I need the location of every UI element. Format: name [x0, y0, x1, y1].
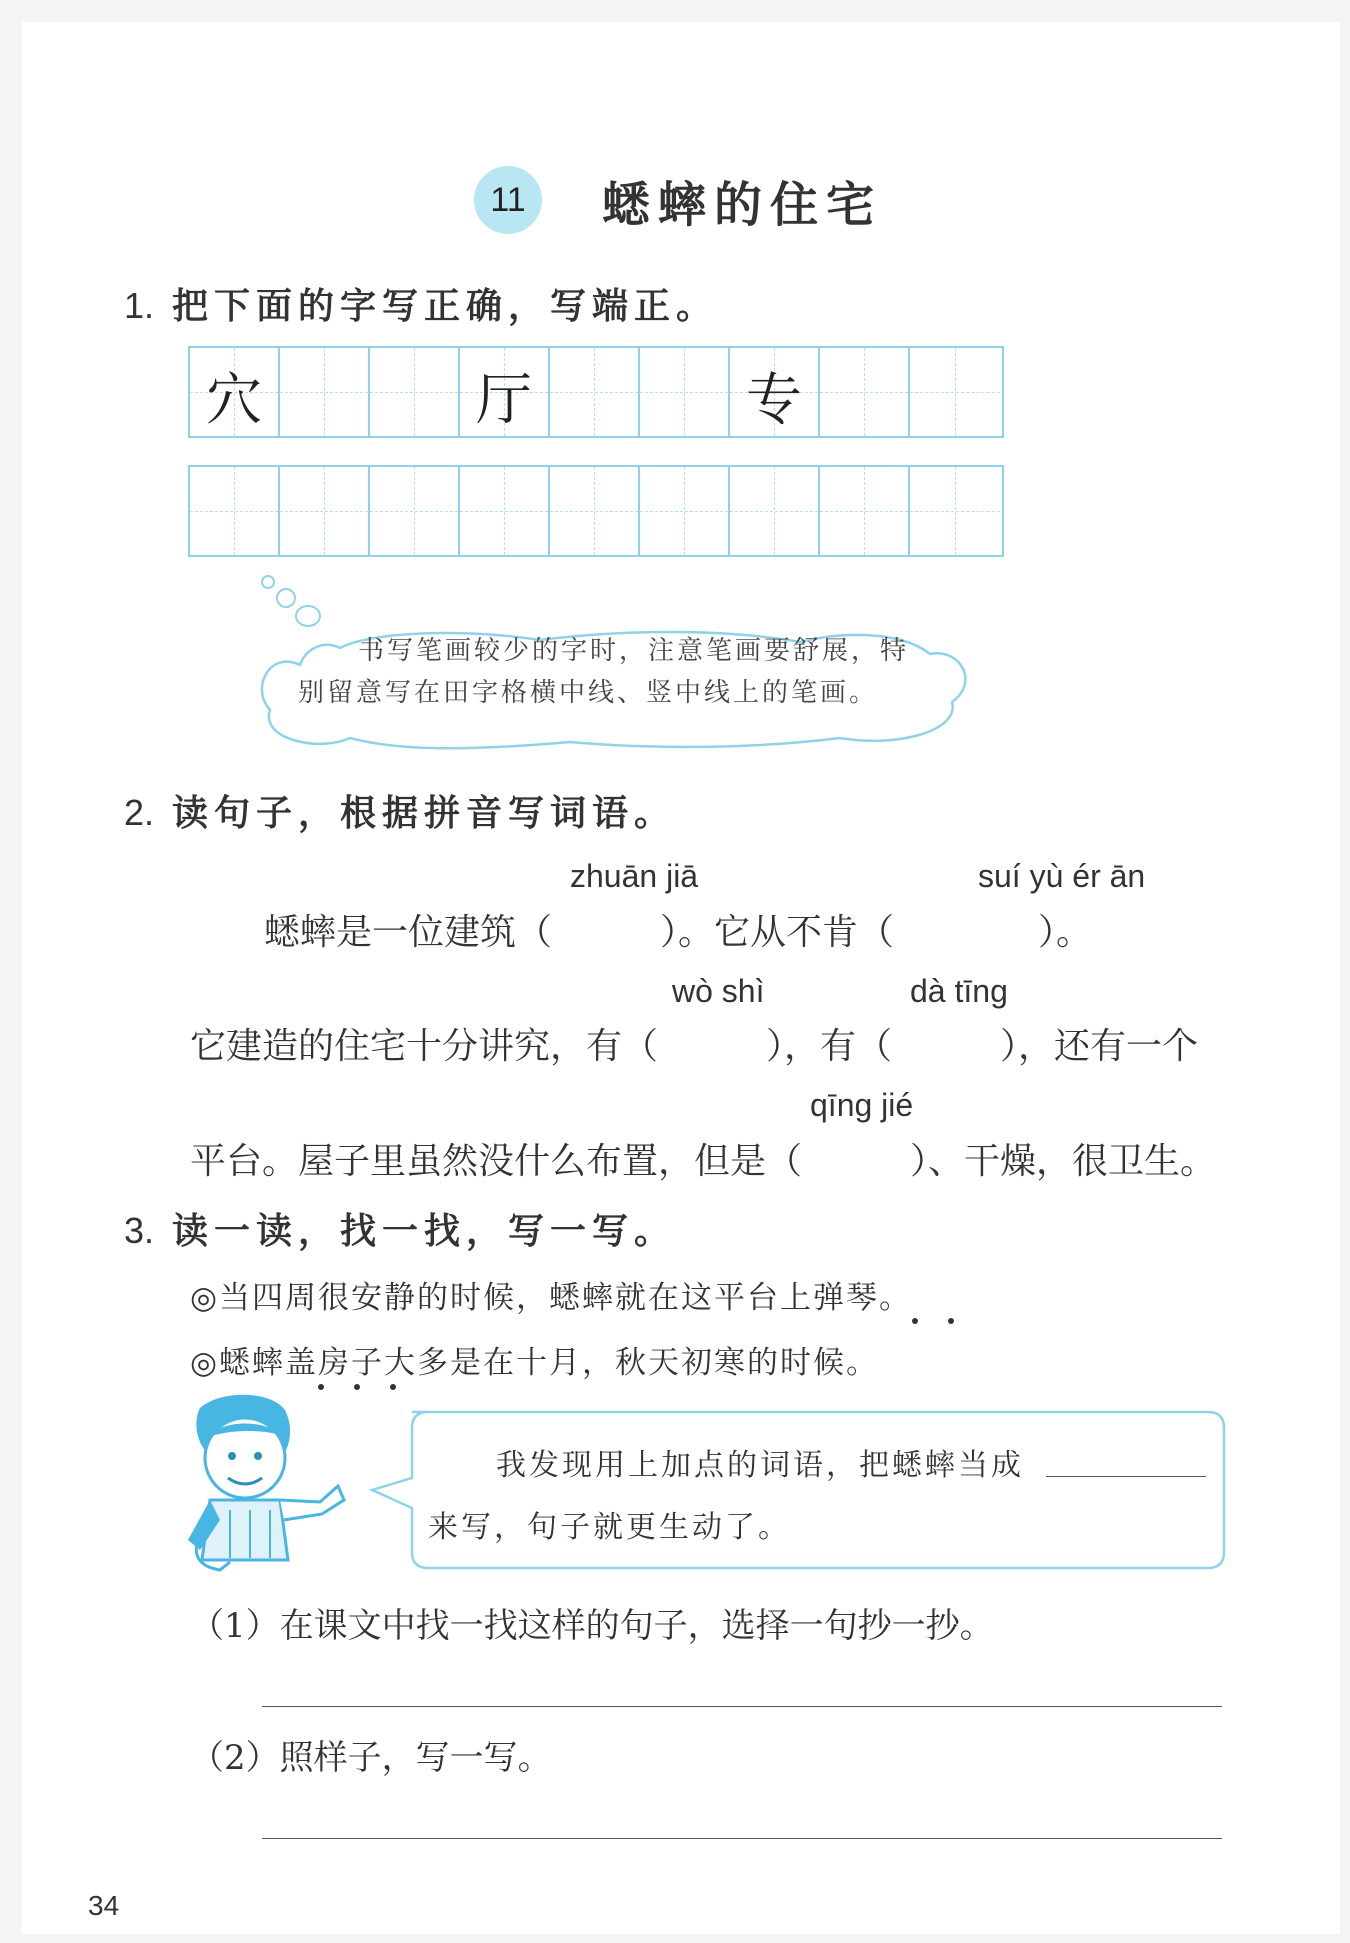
q2-number: 2.: [124, 792, 155, 833]
q3-heading: [124, 1203, 676, 1254]
answer-line-2[interactable]: [262, 1838, 1222, 1839]
grid-cell[interactable]: [820, 467, 910, 555]
grid-cell[interactable]: [910, 348, 1000, 436]
grid-cell[interactable]: [460, 467, 550, 555]
emphasis-dot: [948, 1318, 954, 1324]
q1-title: 把下面的字写正确，写端正。: [172, 285, 719, 327]
grid-cell[interactable]: [370, 348, 460, 436]
q2-sentence-line-3: 平台。屋子里虽然没什么布置，但是（ ）、干燥，很卫生。: [190, 1141, 1217, 1182]
q2-title: 读句子，根据拼音写词语。: [172, 792, 677, 834]
pinyin-annotation: qīng jié: [810, 1087, 914, 1123]
grid-cell[interactable]: [460, 348, 550, 436]
boy-illustration: [170, 1390, 350, 1590]
grid-cell[interactable]: [280, 467, 370, 555]
model-character: 厅: [476, 368, 532, 433]
emphasis-dot: [912, 1318, 918, 1324]
pinyin-annotation: zhuān jiā: [570, 858, 699, 894]
emphasis-dot: [390, 1384, 396, 1390]
lesson-title: 蟋蟀的住宅: [602, 177, 883, 233]
grid-cell[interactable]: [550, 348, 640, 436]
q3-subquestion-1: （1）在课文中找一找这样的句子，选择一句抄一抄。: [190, 1606, 994, 1646]
q2-heading: [124, 785, 676, 836]
q3-number: 3.: [124, 1210, 155, 1251]
bubble-line-1: 我发现用上加点的词语，把蟋蟀当成: [496, 1448, 1024, 1483]
pinyin-annotation: dà tīng: [910, 973, 1008, 1009]
q3-example-sentence-2: ◎蟋蟀盖房子大多是在十月，秋天初寒的时候。: [190, 1345, 880, 1381]
grid-cell[interactable]: [550, 467, 640, 555]
answer-line-1[interactable]: [262, 1706, 1222, 1707]
q2-sentence-line-2: 它建造的住宅十分讲究，有（ ），有（ ），还有一个: [190, 1026, 1199, 1067]
model-character: 专: [746, 368, 802, 433]
q1-heading: [124, 278, 718, 329]
grid-cell[interactable]: [190, 467, 280, 555]
bubble-blank-line[interactable]: [1046, 1476, 1206, 1477]
q3-example-sentence-1: ◎当四周很安静的时候，蟋蟀就在这平台上弹琴。: [190, 1280, 913, 1316]
emphasis-dot: [354, 1384, 360, 1390]
lesson-number: 11: [490, 180, 526, 219]
tip-line-1: 书写笔画较少的字时，注意笔画要舒展，特: [358, 636, 910, 666]
q1-number: 1.: [124, 285, 155, 326]
grid-cell[interactable]: [910, 467, 1000, 555]
pinyin-annotation: suí yù ér ān: [978, 858, 1146, 894]
q3-subquestion-2: （2）照样子，写一写。: [190, 1738, 552, 1778]
grid-cell[interactable]: [730, 467, 820, 555]
bubble-line-2: 来写，句子就更生动了。: [428, 1510, 791, 1545]
lesson-number-badge: [474, 166, 542, 234]
writing-grid-row-1: [188, 346, 1004, 438]
pinyin-annotation: wò shì: [672, 973, 765, 1009]
grid-cell[interactable]: [640, 348, 730, 436]
q3-title: 读一读，找一找，写一写。: [172, 1210, 677, 1252]
writing-grid-row-2: [188, 465, 1004, 557]
grid-cell[interactable]: [730, 348, 820, 436]
model-character: 穴: [206, 368, 262, 433]
grid-cell[interactable]: [640, 467, 730, 555]
page-number: 34: [88, 1890, 120, 1921]
speech-bubble: [360, 1408, 1230, 1574]
tip-line-2: 别留意写在田字格横中线、竖中线上的笔画。: [298, 678, 879, 708]
grid-cell[interactable]: [190, 348, 280, 436]
q2-sentence-line-1: 蟋蟀是一位建筑（ ）。它从不肯（ ）。: [264, 912, 1093, 953]
grid-cell[interactable]: [370, 467, 460, 555]
grid-cell[interactable]: [820, 348, 910, 436]
grid-cell[interactable]: [280, 348, 370, 436]
